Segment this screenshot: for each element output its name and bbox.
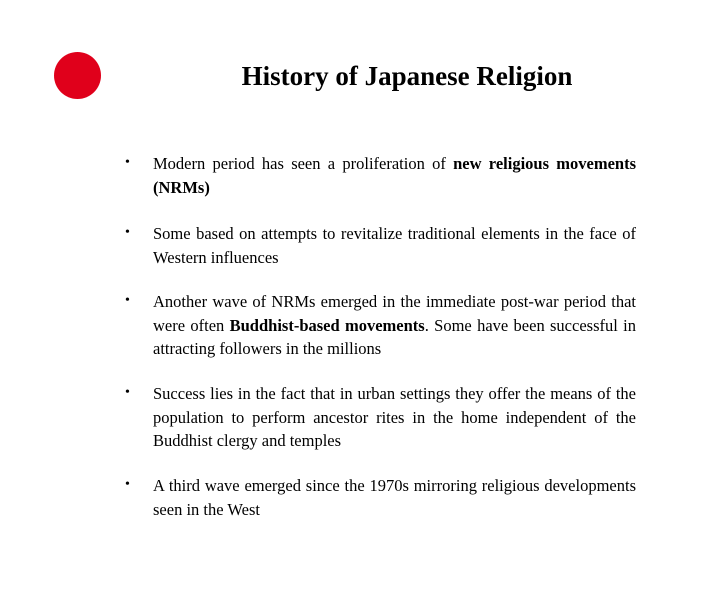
bullet-dot: • bbox=[125, 155, 130, 170]
bullet-text: Modern period has seen a proliferation of bbox=[153, 154, 454, 173]
bullet-text-bold: Buddhist-based movements bbox=[229, 315, 425, 335]
bullet-item-5 bbox=[153, 474, 636, 521]
bullet-item-1 bbox=[153, 152, 636, 199]
slide-title: History of Japanese Religion bbox=[241, 61, 573, 91]
bullet-item-4 bbox=[153, 382, 636, 453]
bullet-dot: • bbox=[125, 385, 130, 400]
bullet-dot: • bbox=[125, 225, 130, 240]
bullet-dot: • bbox=[125, 293, 130, 308]
bullet-dot: • bbox=[125, 477, 130, 492]
bullet-item-3 bbox=[153, 290, 636, 361]
bullet-text: Some based on attempts to revitalize traditional elements in the face of Western influences bbox=[153, 224, 636, 267]
bullet-item-2 bbox=[153, 222, 636, 269]
bullet-text-bold: new religious movements (NRMs) bbox=[153, 154, 637, 197]
bullet-text: Success lies in the fact that in urban settings they offer the means of the population to perform ancestor rites in the home independent of the Buddhist clergy and temples bbox=[153, 384, 636, 450]
bullet-text: . Some have been successful in attracting followers in the millions bbox=[153, 315, 636, 358]
bullet-text: A third wave emerged since the 1970s mirroring religious developments seen in the West bbox=[153, 476, 636, 519]
bullet-text: Another wave of NRMs emerged in the immediate post-war period that were often bbox=[153, 292, 636, 335]
